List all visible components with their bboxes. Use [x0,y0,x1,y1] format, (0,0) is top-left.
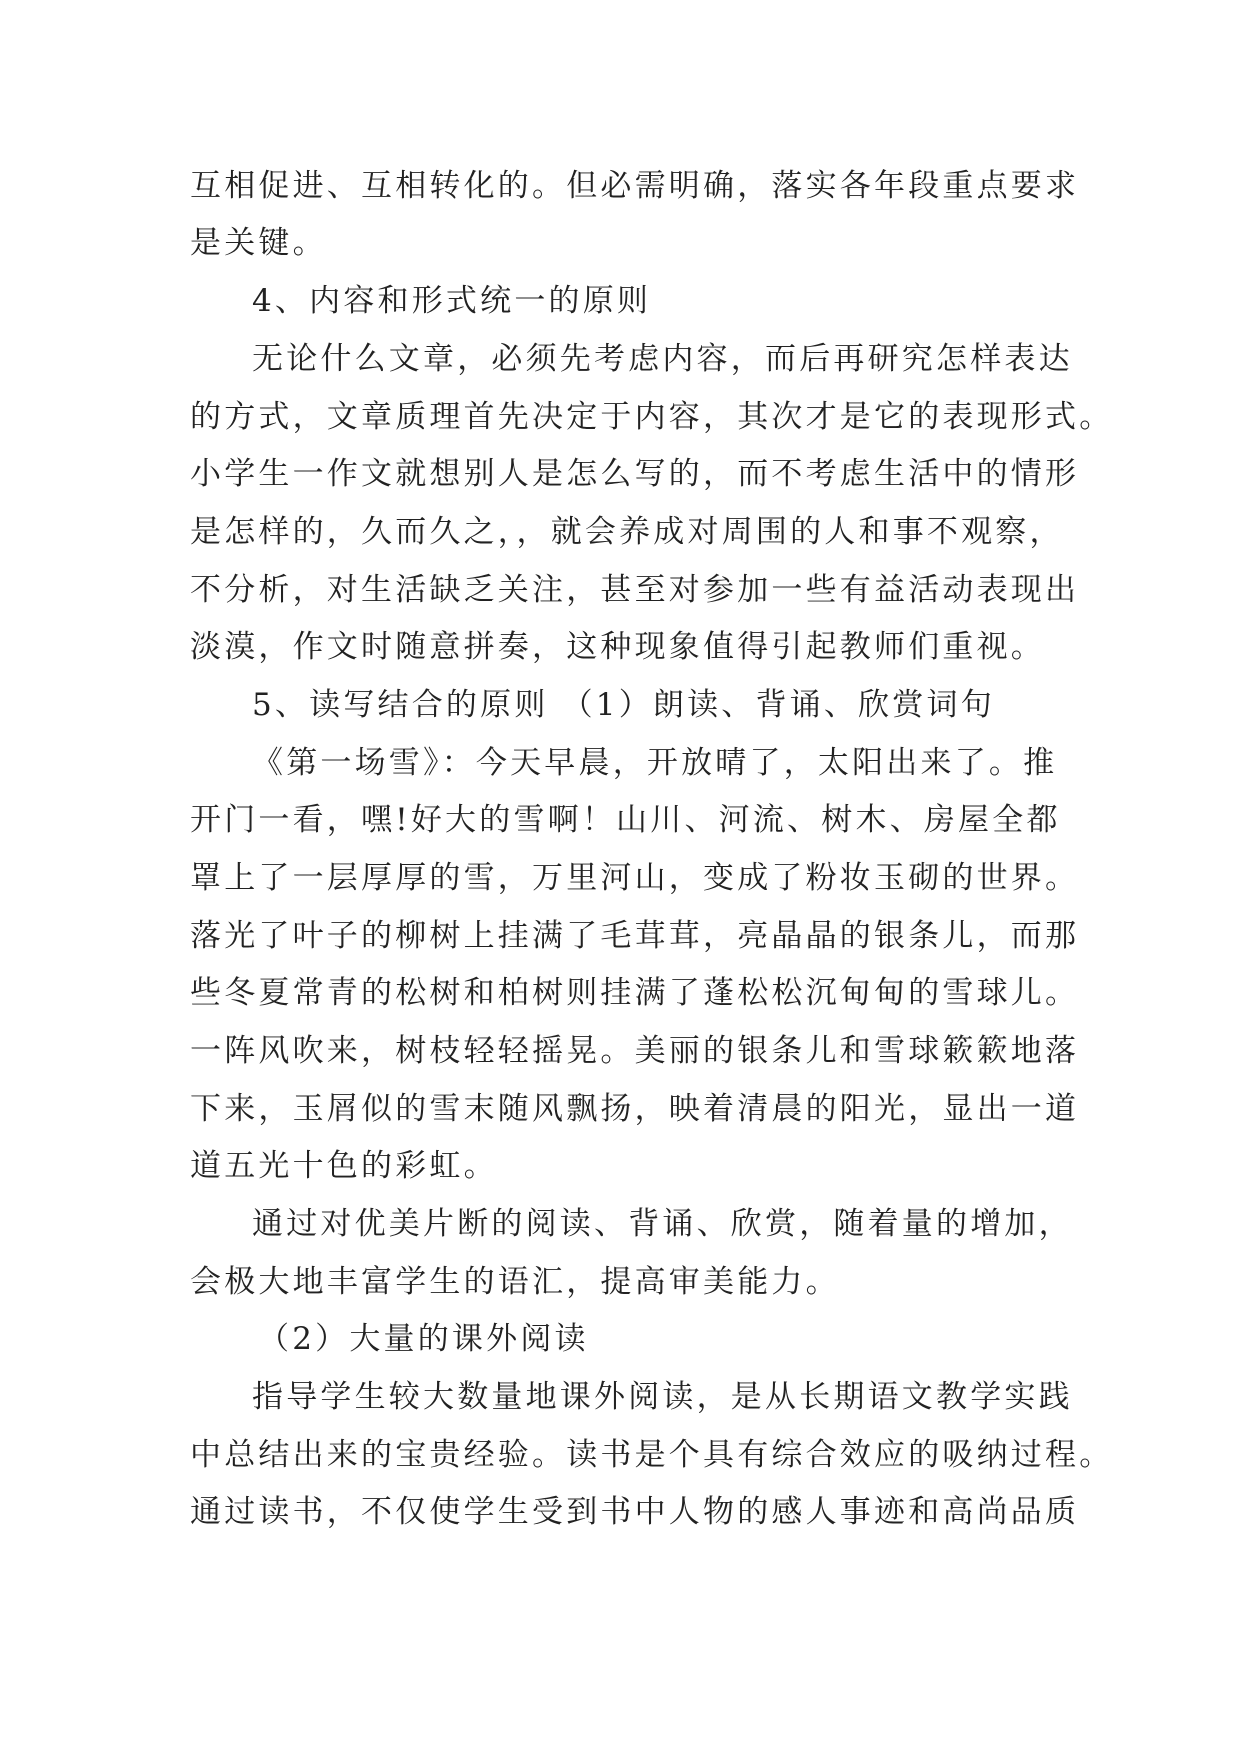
text-line: 落光了叶子的柳树上挂满了毛茸茸，亮晶晶的银条儿，而那 [190,918,1080,954]
text-line: 一阵风吹来，树枝轻轻摇晃。美丽的银条儿和雪球簌簌地落 [190,1033,1080,1069]
text-line: 些冬夏常青的松树和柏树则挂满了蓬松松沉甸甸的雪球儿。 [190,975,1080,1011]
text-line: 中总结出来的宝贵经验。读书是个具有综合效应的吸纳过程。 [190,1437,1114,1473]
text-line: 是关键。 [190,225,327,261]
text-line: 的方式，文章质理首先决定于内容，其次才是它的表现形式。 [190,399,1114,435]
text-line: 通过对优美片断的阅读、背诵、欣赏，随着量的增加， [252,1206,1073,1242]
text-line: 无论什么文章，必须先考虑内容，而后再研究怎样表达 [252,341,1073,377]
section-heading: 4、内容和形式统一的原则 [252,283,652,319]
text-line: 会极大地丰富学生的语汇，提高审美能力。 [190,1264,840,1300]
text-line: 道五光十色的彩虹。 [190,1148,498,1184]
text-line: 罩上了一层厚厚的雪，万里河山，变成了粉妆玉砌的世界。 [190,860,1080,896]
text-line: 是怎样的，久而久之，，就会养成对周围的人和事不观察， [190,514,1064,550]
section-heading: 5、读写结合的原则 （1）朗读、背诵、欣赏词句 [252,687,995,723]
section-heading: （2）大量的课外阅读 [258,1321,589,1357]
text-line: 通过读书，不仅使学生受到书中人物的感人事迹和高尚品质 [190,1494,1080,1530]
text-line: 小学生一作文就想别人是怎么写的，而不考虑生活中的情形 [190,456,1080,492]
text-line: 不分析，对生活缺乏关注，甚至对参加一些有益活动表现出 [190,572,1080,608]
text-line: 指导学生较大数量地课外阅读，是从长期语文教学实践 [252,1379,1073,1415]
text-line: 互相促进、互相转化的。但必需明确，落实各年段重点要求 [190,168,1080,204]
text-line: 《第一场雪》：今天早晨，开放晴了，太阳出来了。推 [252,745,1058,781]
text-line: 下来，玉屑似的雪末随风飘扬，映着清晨的阳光，显出一道 [190,1091,1080,1127]
text-line: 开门一看，嘿!好大的雪啊！山川、河流、树木、房屋全都 [190,802,1061,838]
text-line: 淡漠，作文时随意拼奏，这种现象值得引起教师们重视。 [190,629,1045,665]
